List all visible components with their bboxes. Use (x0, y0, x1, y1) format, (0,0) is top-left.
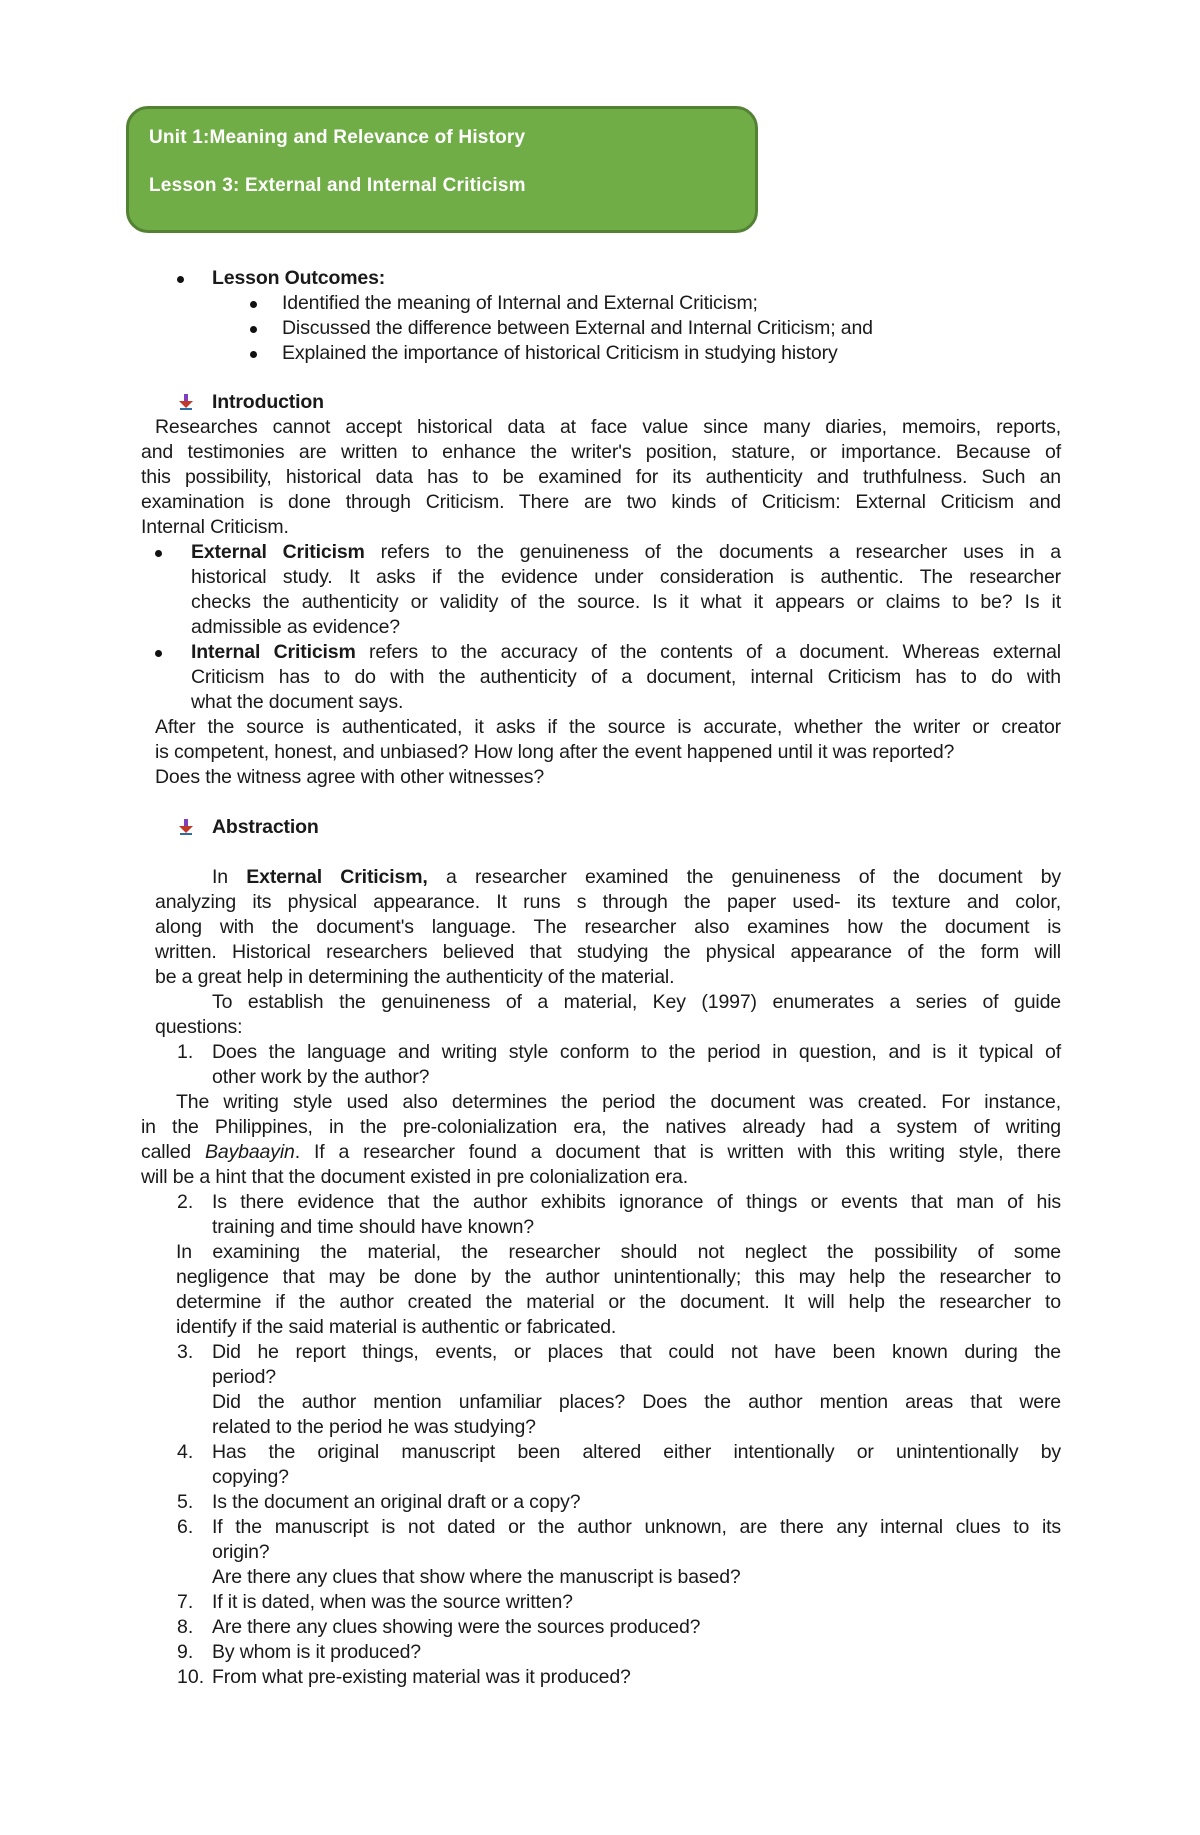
list-number: 9. (177, 1641, 194, 1663)
bullet-icon (155, 550, 162, 557)
question-line: Is the document an original draft or a copy? (212, 1491, 581, 1513)
outcomes-label: Lesson Outcomes: (212, 267, 386, 289)
question-line: Did the author mention unfamiliar places? Does the author mention areas that were (212, 1391, 1061, 1413)
baybaayin-term: Baybaayin (205, 1141, 295, 1163)
outcome-item: Explained the importance of historical Criticism in studying history (282, 342, 838, 364)
question-line: If the manuscript is not dated or the author unknown, are there any internal clues to its (212, 1516, 1061, 1538)
note-line: will be a hint that the document existed in pre colonialization era. (141, 1166, 688, 1188)
list-number: 6. (177, 1516, 194, 1538)
internal-criticism-line: what the document says. (191, 691, 404, 713)
note-line: determine if the author created the material or the document. It will help the researcher to (176, 1291, 1061, 1313)
abstraction-paragraph-line: In External Criticism, a researcher examined the genuineness of the document by (212, 866, 1062, 888)
intro-paragraph-line: and testimonies are written to enhance the writer's position, stature, or importance. Because of (141, 441, 1061, 463)
note-line: called Baybaayin. If a researcher found a document that is written with this writing style, there (141, 1141, 1061, 1163)
note-line: In examining the material, the researcher should not neglect the possibility of some (176, 1241, 1061, 1263)
question-line: Did he report things, events, or places that could not have been known during the (212, 1341, 1061, 1363)
unit-title: Unit 1:Meaning and Relevance of History (149, 127, 526, 148)
note-line: negligence that may be done by the author unintentionally; this may help the researcher to (176, 1266, 1061, 1288)
question-line: related to the period he was studying? (212, 1416, 536, 1438)
question-line: Is there evidence that the author exhibits ignorance of things or events that man of his (212, 1191, 1061, 1213)
intro-paragraph-line: examination is done through Criticism. There are two kinds of Criticism: External Criticism and (141, 491, 1061, 513)
abstraction-paragraph-line: written. Historical researchers believed that studying the physical appearance of the form will (155, 941, 1061, 963)
external-criticism-line: External Criticism refers to the genuineness of the documents a researcher uses in a (191, 541, 1061, 563)
after-paragraph-line: Does the witness agree with other witnesses? (155, 766, 545, 788)
list-number: 7. (177, 1591, 194, 1613)
arrow-down-icon (178, 394, 194, 410)
bullet-icon (177, 276, 184, 283)
arrow-down-icon (178, 819, 194, 835)
abstraction-paragraph-line: be a great help in determining the authenticity of the material. (155, 966, 675, 988)
question-line: copying? (212, 1466, 289, 1488)
bullet-icon (155, 650, 162, 657)
list-number: 3. (177, 1341, 194, 1363)
internal-criticism-line: Internal Criticism refers to the accuracy of the contents of a document. Whereas external (191, 641, 1061, 663)
after-paragraph-line: After the source is authenticated, it asks if the source is accurate, whether the writer or creator (155, 716, 1061, 738)
list-number: 8. (177, 1616, 194, 1638)
list-number: 10. (177, 1666, 205, 1688)
list-number: 4. (177, 1441, 194, 1463)
question-line: Are there any clues that show where the manuscript is based? (212, 1566, 741, 1588)
question-line: period? (212, 1366, 277, 1388)
lesson-header-box (126, 106, 758, 233)
external-criticism-term: External Criticism, (246, 866, 428, 888)
lesson-title: Lesson 3: External and Internal Criticism (149, 175, 526, 196)
question-line: origin? (212, 1541, 270, 1563)
external-criticism-term: External Criticism (191, 541, 365, 563)
intro-paragraph-line: Internal Criticism. (141, 516, 289, 538)
external-criticism-line: historical study. It asks if the evidence under consideration is authentic. The researcher (191, 566, 1061, 588)
list-number: 1. (177, 1041, 194, 1063)
intro-paragraph-line: this possibility, historical data has to be examined for its authenticity and truthfulness. Such an (141, 466, 1061, 488)
question-line: training and time should have known? (212, 1216, 534, 1238)
external-criticism-line: checks the authenticity or validity of the source. Is it what it appears or claims to be? Is it (191, 591, 1061, 613)
after-paragraph-line: is competent, honest, and unbiased? How long after the event happened until it was reported? (155, 741, 955, 763)
question-line: Are there any clues showing were the sources produced? (212, 1616, 701, 1638)
note-line: in the Philippines, in the pre-colonialization era, the natives already had a system of writing (141, 1116, 1061, 1138)
list-number: 5. (177, 1491, 194, 1513)
abstraction-paragraph-line: To establish the genuineness of a material, Key (1997) enumerates a series of guide (212, 991, 1061, 1013)
question-line: By whom is it produced? (212, 1641, 421, 1663)
list-number: 2. (177, 1191, 194, 1213)
intro-paragraph-line: Researches cannot accept historical data at face value since many diaries, memoirs, reports, (155, 416, 1061, 438)
question-line: other work by the author? (212, 1066, 430, 1088)
abstraction-paragraph-line: questions: (155, 1016, 243, 1038)
bullet-icon (250, 301, 257, 308)
abstraction-heading: Abstraction (212, 816, 319, 838)
abstraction-paragraph-line: analyzing its physical appearance. It runs s through the paper used- its texture and color, (155, 891, 1061, 913)
internal-criticism-term: Internal Criticism (191, 641, 356, 663)
bullet-icon (250, 326, 257, 333)
question-line: If it is dated, when was the source written? (212, 1591, 573, 1613)
bullet-icon (250, 351, 257, 358)
note-line: The writing style used also determines the period the document was created. For instance, (176, 1091, 1061, 1113)
external-criticism-line: admissible as evidence? (191, 616, 401, 638)
question-line: Does the language and writing style conform to the period in question, and is it typical of (212, 1041, 1061, 1063)
abstraction-paragraph-line: along with the document's language. The researcher also examines how the document is (155, 916, 1061, 938)
internal-criticism-line: Criticism has to do with the authenticity of a document, internal Criticism has to do with (191, 666, 1061, 688)
note-line: identify if the said material is authentic or fabricated. (176, 1316, 617, 1338)
outcome-item: Identified the meaning of Internal and External Criticism; (282, 292, 758, 314)
question-line: From what pre-existing material was it produced? (212, 1666, 631, 1688)
introduction-heading: Introduction (212, 391, 324, 413)
outcome-item: Discussed the difference between External and Internal Criticism; and (282, 317, 873, 339)
question-line: Has the original manuscript been altered either intentionally or unintentionally by (212, 1441, 1061, 1463)
